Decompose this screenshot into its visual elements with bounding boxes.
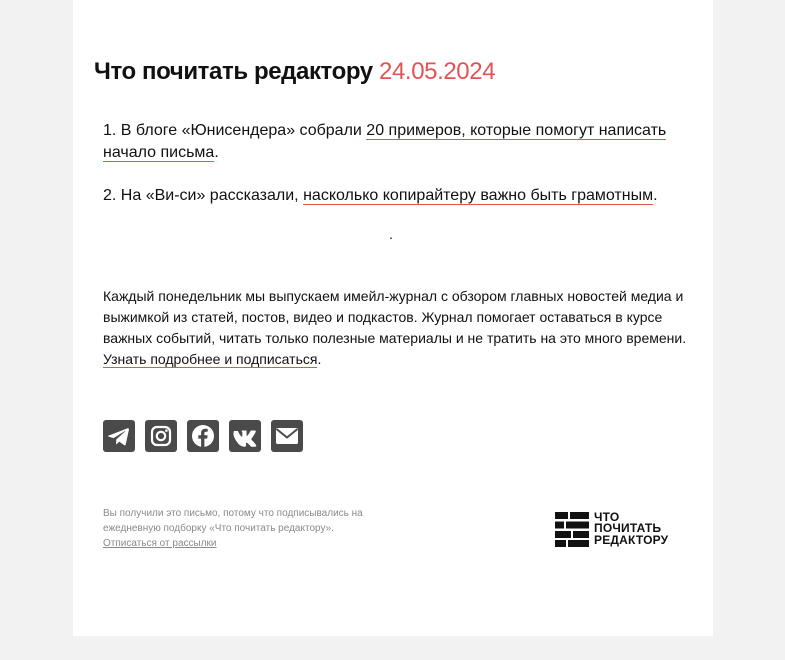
subscribe-link[interactable]: Узнать подробнее и подписаться bbox=[103, 351, 318, 367]
logo-line: ЧТО bbox=[594, 509, 620, 524]
item-number: 2. bbox=[103, 187, 117, 204]
separator-dot: . bbox=[389, 226, 393, 242]
logo-wordmark bbox=[594, 509, 669, 547]
list-item bbox=[103, 120, 683, 164]
telegram-icon[interactable] bbox=[103, 420, 135, 452]
footer-notice bbox=[103, 506, 403, 551]
email-card bbox=[73, 0, 713, 636]
social-links bbox=[103, 420, 303, 452]
item-punct: . bbox=[214, 144, 219, 161]
vk-icon[interactable] bbox=[229, 420, 261, 452]
title-text: Что почитать редактору bbox=[94, 58, 373, 85]
newsletter-title bbox=[94, 58, 495, 86]
item-punct: . bbox=[653, 187, 658, 204]
logo-line: ПОЧИТАТЬ bbox=[594, 521, 662, 536]
article-link[interactable]: насколько копирайтеру важно быть грамотным bbox=[303, 187, 654, 204]
subscription-notice: Вы получили это письмо, потому что подписывались на ежедневную подборку «Что почитать редактору». bbox=[103, 508, 363, 534]
list-item bbox=[103, 185, 683, 207]
issue-date: 24.05.2024 bbox=[379, 58, 496, 85]
logo-line: РЕДАКТОРУ bbox=[594, 532, 669, 547]
item-text: В блоге «Юнисендера» собрали bbox=[116, 122, 367, 139]
logo-mark-icon bbox=[555, 512, 589, 547]
facebook-icon[interactable] bbox=[187, 420, 219, 452]
article-link[interactable]: 20 примеров, которые помогут написать начало письма bbox=[103, 122, 667, 161]
about-punct: . bbox=[317, 351, 322, 367]
item-number: 1. bbox=[103, 122, 117, 139]
brand-logo[interactable] bbox=[555, 510, 685, 548]
instagram-icon[interactable] bbox=[145, 420, 177, 452]
item-text: На «Ви-си» рассказали, bbox=[116, 187, 304, 204]
email-icon[interactable] bbox=[271, 420, 303, 452]
about-paragraph bbox=[103, 286, 688, 370]
unsubscribe-link[interactable]: Отписаться от рассылки bbox=[103, 538, 217, 549]
about-text: Каждый понедельник мы выпускаем имейл-журнал с обзором главных новостей медиа и выжимкой из статей, постов, видео и подкастов. Журнал помогает оставаться в курсе важных событий, читать только полезные материалы и не тратить на это много времени. bbox=[103, 288, 687, 346]
